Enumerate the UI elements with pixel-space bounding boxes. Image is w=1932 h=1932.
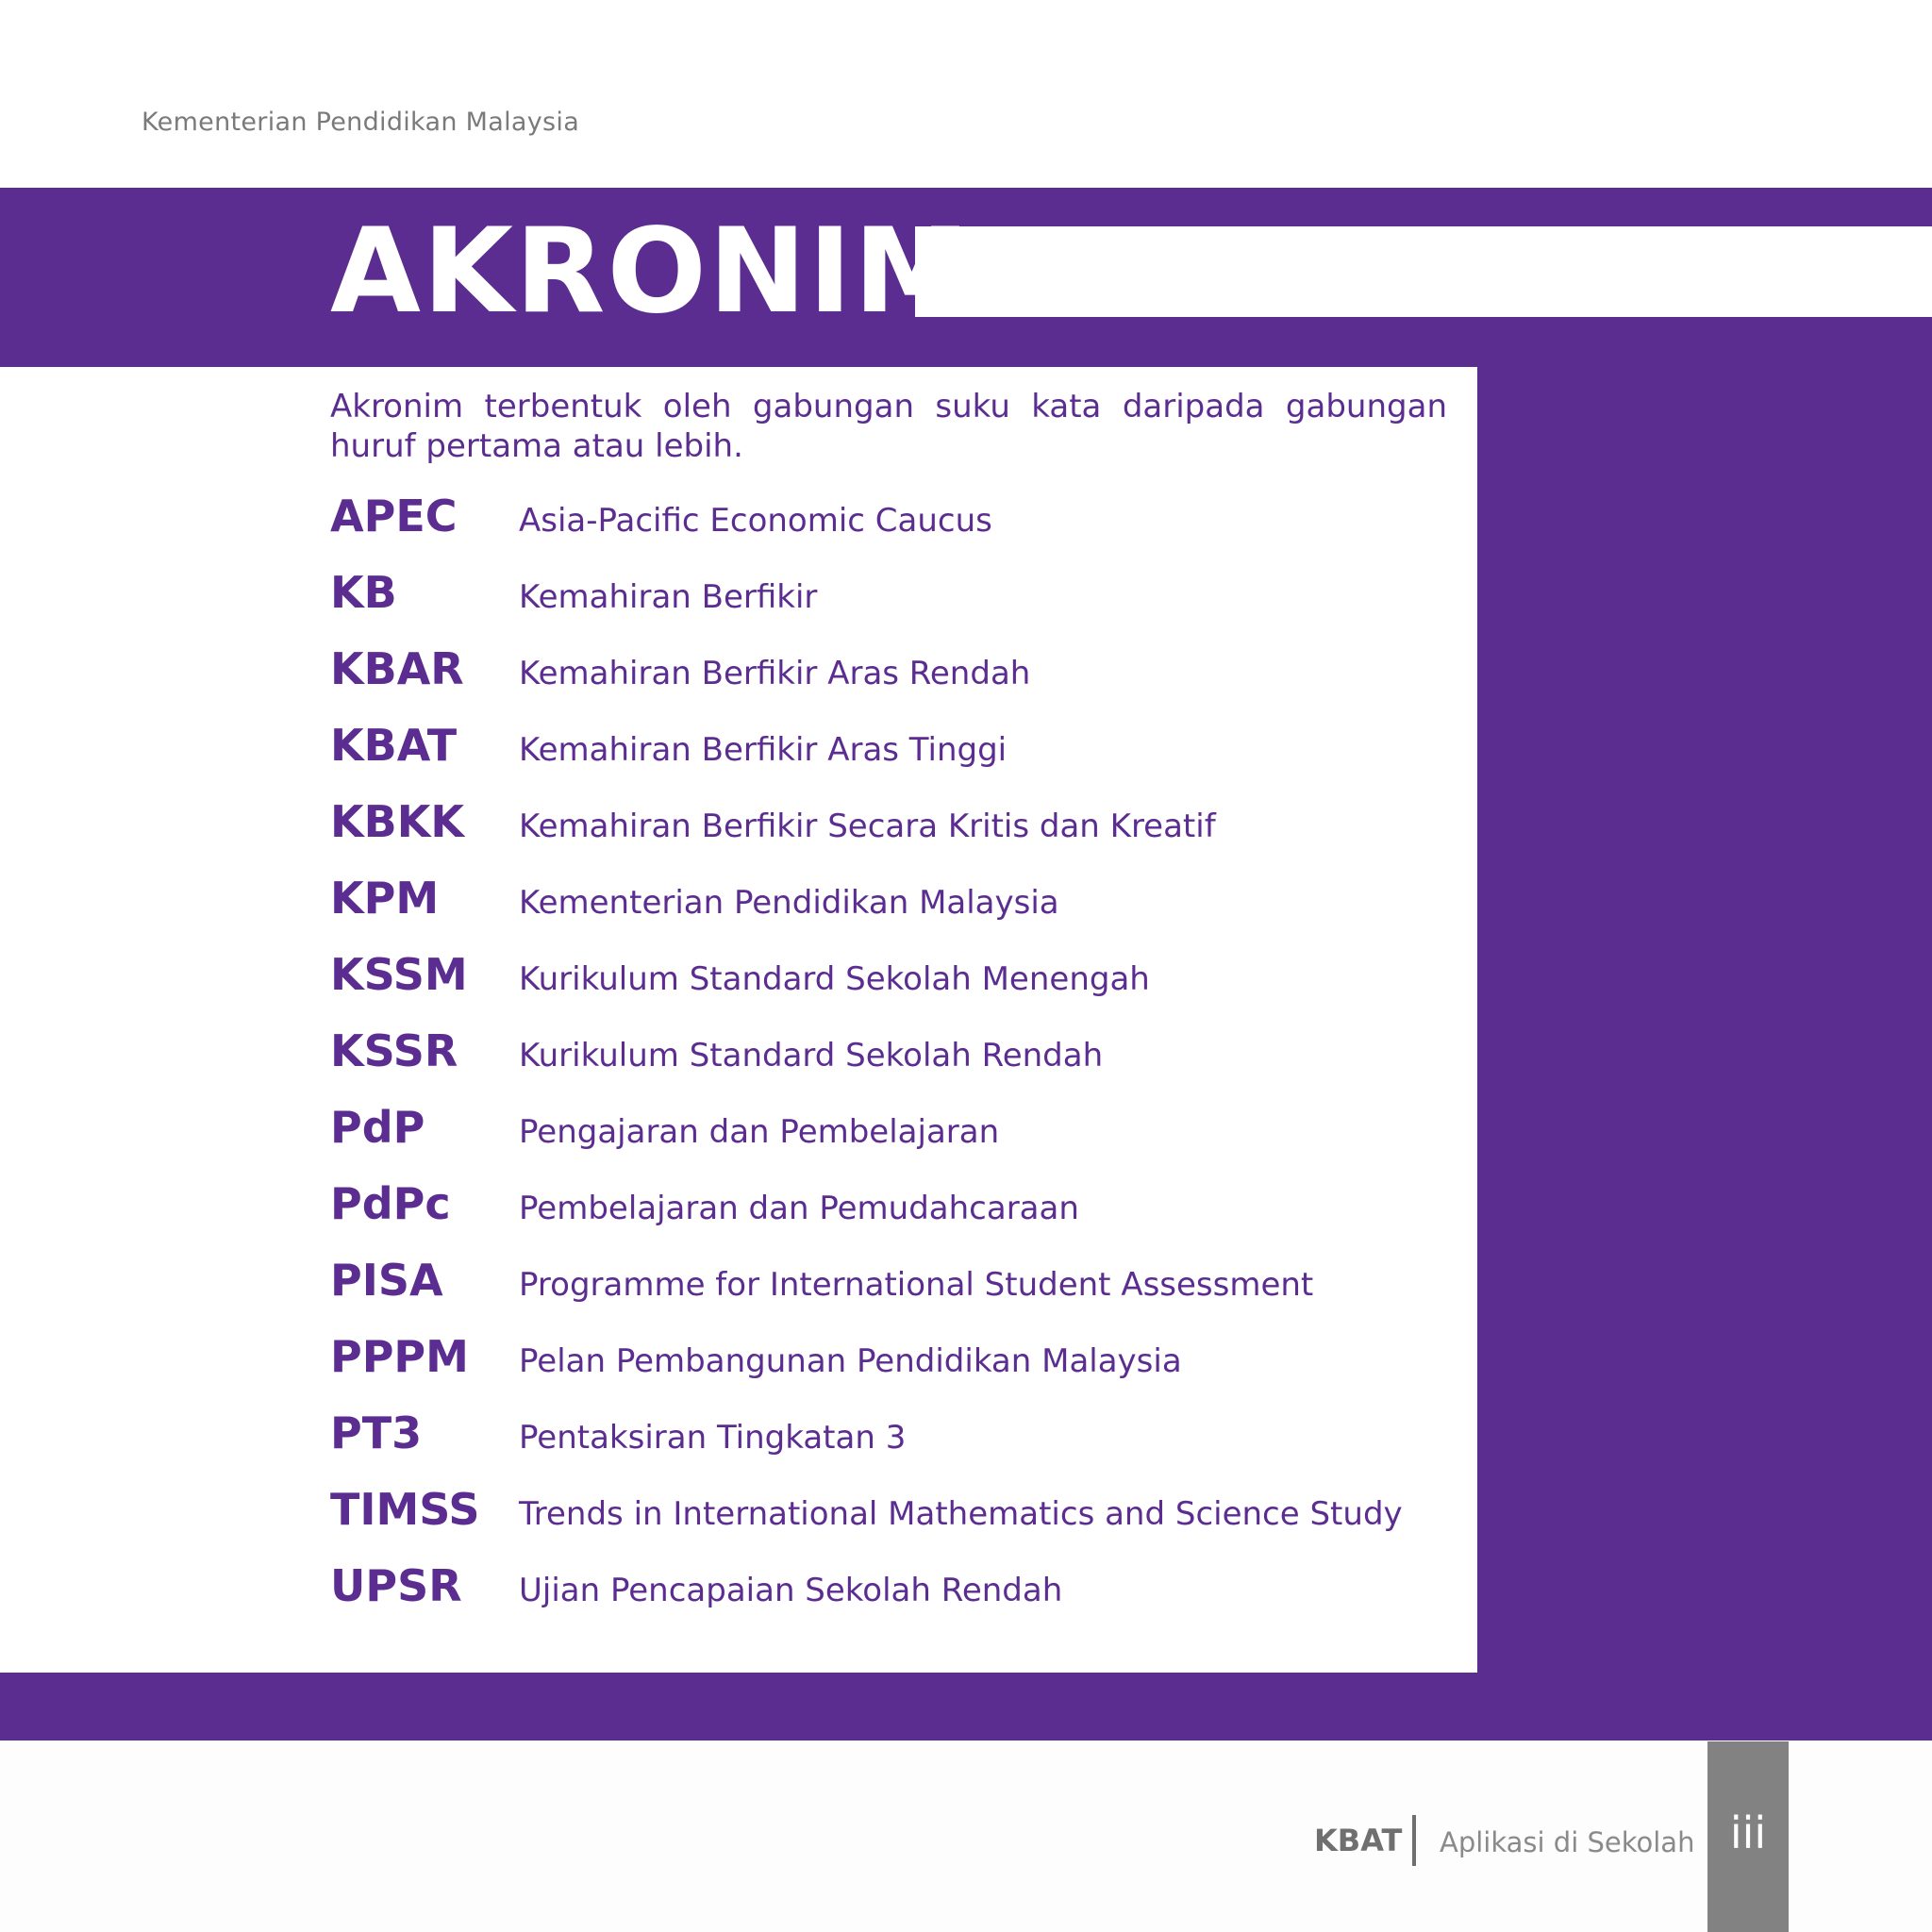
acronym-definition: Kurikulum Standard Sekolah Menengah xyxy=(519,960,1150,998)
acronym-definition: Pembelajaran dan Pemudahcaraan xyxy=(519,1190,1079,1227)
title-accent-bar xyxy=(915,226,1932,317)
acronym-row xyxy=(330,1255,1462,1331)
acronym-definition: Pelan Pembangunan Pendidikan Malaysia xyxy=(519,1342,1182,1380)
acronym-row xyxy=(330,1102,1462,1178)
acronym-row xyxy=(330,1178,1462,1255)
acronym-row xyxy=(330,567,1462,643)
intro-paragraph: Akronim terbentuk oleh gabungan suku kata daripada gabungan huruf pertama atau lebih. xyxy=(330,388,1447,465)
acronym-abbr: UPSR xyxy=(330,1560,462,1611)
acronym-definition: Kemahiran Berfikir Aras Tinggi xyxy=(519,731,1008,769)
acronym-definition: Pentaksiran Tingkatan 3 xyxy=(519,1419,907,1457)
acronym-definition: Trends in International Mathematics and Science Study xyxy=(519,1495,1403,1533)
acronym-definition: Kemahiran Berfikir Aras Rendah xyxy=(519,655,1031,692)
acronym-definition: Ujian Pencapaian Sekolah Rendah xyxy=(519,1572,1063,1609)
acronym-abbr: KSSR xyxy=(330,1025,458,1076)
acronym-definition: Kurikulum Standard Sekolah Rendah xyxy=(519,1037,1104,1074)
acronym-abbr: KPM xyxy=(330,873,440,924)
acronym-row xyxy=(330,720,1462,796)
acronym-definition: Kemahiran Berfikir Secara Kritis dan Kreatif xyxy=(519,808,1216,845)
acronym-abbr: KBKK xyxy=(330,796,464,847)
acronym-definition: Kemahiran Berfikir xyxy=(519,578,818,616)
acronym-definition: Programme for International Student Assessment xyxy=(519,1266,1314,1304)
footer-book-title: KBAT xyxy=(1314,1823,1403,1858)
acronym-row xyxy=(330,1407,1462,1484)
acronym-row xyxy=(330,949,1462,1025)
acronym-definition: Asia-Pacific Economic Caucus xyxy=(519,502,992,540)
acronym-definition: Kementerian Pendidikan Malaysia xyxy=(519,884,1059,922)
acronym-abbr: PdP xyxy=(330,1102,425,1153)
acronym-abbr: KSSM xyxy=(330,949,468,1000)
acronym-row xyxy=(330,1560,1462,1637)
acronym-abbr: APEC xyxy=(330,491,458,541)
header-organization: Kementerian Pendidikan Malaysia xyxy=(142,108,580,137)
acronym-abbr: KBAT xyxy=(330,720,458,771)
acronym-row xyxy=(330,491,1462,567)
acronym-row xyxy=(330,1484,1462,1560)
acronym-abbr: KBAR xyxy=(330,643,464,694)
acronym-abbr: PT3 xyxy=(330,1407,423,1458)
acronym-abbr: PPPM xyxy=(330,1331,469,1382)
acronym-list xyxy=(330,491,1462,1637)
acronym-row xyxy=(330,1025,1462,1102)
acronym-abbr: TIMSS xyxy=(330,1484,480,1535)
acronym-abbr: PdPc xyxy=(330,1178,451,1229)
acronym-row xyxy=(330,796,1462,873)
acronym-abbr: PISA xyxy=(330,1255,443,1306)
acronym-abbr: KB xyxy=(330,567,397,618)
page-title: AKRONIM xyxy=(330,204,973,340)
page-number: iii xyxy=(1729,1807,1767,1858)
acronym-row xyxy=(330,873,1462,949)
footer-book-subtitle: Aplikasi di Sekolah xyxy=(1440,1826,1695,1858)
acronym-definition: Pengajaran dan Pembelajaran xyxy=(519,1113,1000,1151)
footer-divider xyxy=(1412,1815,1416,1866)
acronym-row xyxy=(330,1331,1462,1407)
acronym-row xyxy=(330,643,1462,720)
